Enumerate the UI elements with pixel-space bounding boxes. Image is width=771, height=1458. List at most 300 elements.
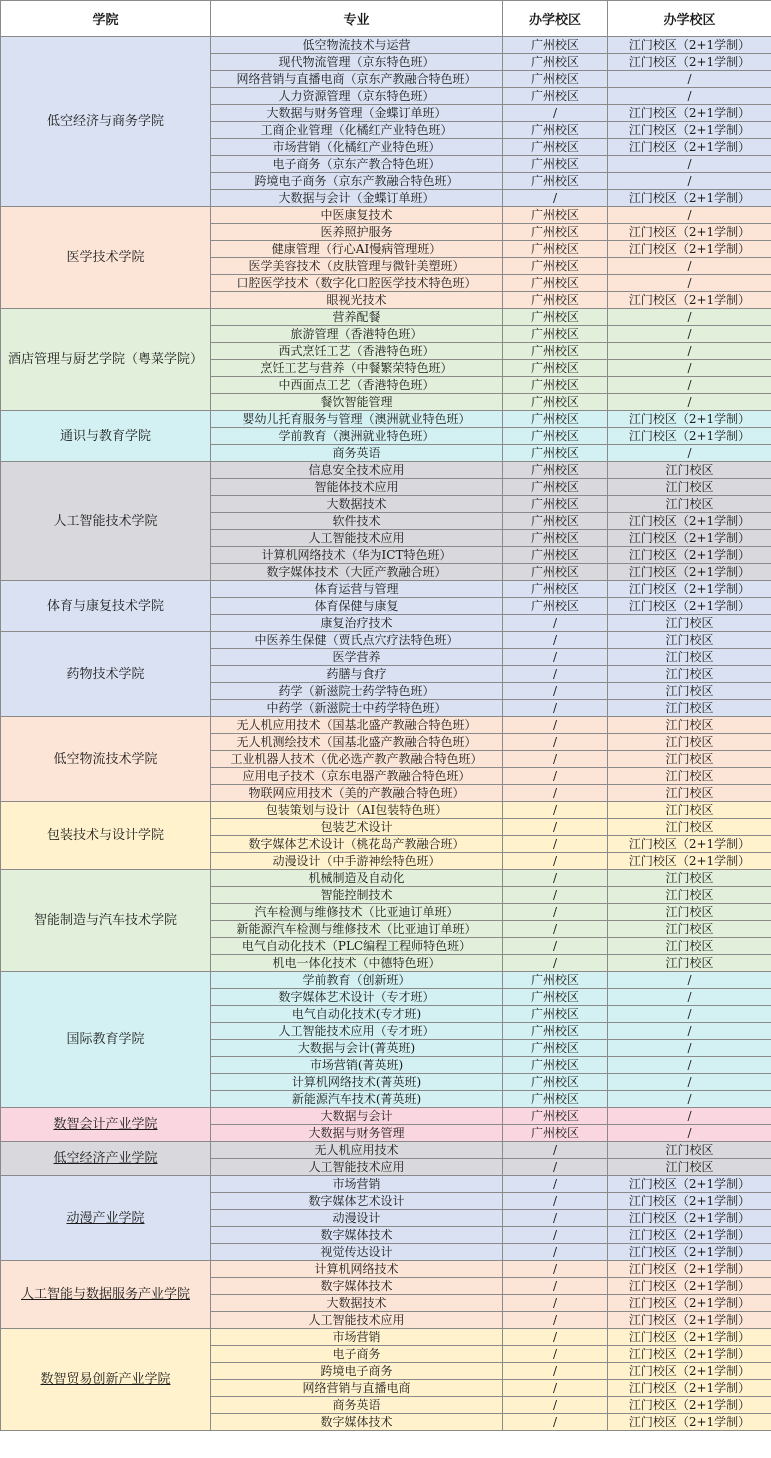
campus-2-cell: 江门校区（2+1学制）: [608, 1397, 771, 1414]
college-cell: [1, 411, 211, 462]
college-name: 动漫产业学院: [66, 1210, 145, 1226]
major-cell: 数字媒体技术: [211, 1414, 503, 1431]
major-cell: 餐饮智能管理: [211, 394, 503, 411]
campus-2-cell: /: [608, 394, 771, 411]
campus-2-cell: 江门校区（2+1学制）: [608, 1278, 771, 1295]
college-cell: [1, 802, 211, 870]
campus-2-cell: 江门校区（2+1学制）: [608, 428, 771, 445]
major-cell: 商务英语: [211, 1397, 503, 1414]
header-campus-2: 办学校区: [608, 1, 771, 37]
campus-1-cell: 广州校区: [503, 173, 608, 190]
major-cell: 健康管理（行心AI慢病管理班）: [211, 241, 503, 258]
campus-1-cell: 广州校区: [503, 1074, 608, 1091]
college-name: 低空经济与商务学院: [46, 114, 164, 129]
campus-2-cell: /: [608, 1023, 771, 1040]
campus-2-cell: 江门校区: [608, 666, 771, 683]
header-row: [1, 1, 771, 37]
campus-2-cell: 江门校区（2+1学制）: [608, 139, 771, 156]
campus-2-cell: 江门校区（2+1学制）: [608, 853, 771, 870]
college-name: 药物技术学院: [66, 666, 145, 682]
campus-1-cell: 广州校区: [503, 513, 608, 530]
table-row: [1, 717, 771, 734]
campus-2-cell: /: [608, 1074, 771, 1091]
campus-2-cell: 江门校区: [608, 1159, 771, 1176]
campus-1-cell: 广州校区: [503, 428, 608, 445]
campus-1-cell: 广州校区: [503, 309, 608, 326]
campus-1-cell: 广州校区: [503, 258, 608, 275]
campus-1-cell: 广州校区: [503, 989, 608, 1006]
major-cell: 医学营养: [211, 649, 503, 666]
campus-2-cell: 江门校区: [608, 632, 771, 649]
campus-1-cell: /: [503, 1142, 608, 1159]
campus-2-cell: 江门校区: [608, 904, 771, 921]
campus-2-cell: /: [608, 989, 771, 1006]
major-cell: 人工智能技术应用: [211, 1312, 503, 1329]
major-cell: 工业机器人技术（优必选产教产教融合特色班）: [211, 751, 503, 768]
campus-1-cell: 广州校区: [503, 156, 608, 173]
major-cell: 智能体技术应用: [211, 479, 503, 496]
campus-2-cell: 江门校区（2+1学制）: [608, 190, 771, 207]
major-cell: 药膳与食疗: [211, 666, 503, 683]
table-row: [1, 802, 771, 819]
college-name: 数智贸易创新产业学院: [40, 1372, 171, 1387]
campus-2-cell: 江门校区（2+1学制）: [608, 292, 771, 309]
campus-1-cell: 广州校区: [503, 1023, 608, 1040]
campus-1-cell: 广州校区: [503, 1006, 608, 1023]
campus-2-cell: /: [608, 88, 771, 105]
college-cell: [1, 1142, 211, 1176]
college-name: 通识与教育学院: [59, 428, 151, 444]
major-cell: 营养配餐: [211, 309, 503, 326]
major-cell: 机械制造及自动化: [211, 870, 503, 887]
campus-1-cell: 广州校区: [503, 54, 608, 71]
major-cell: 数字媒体技术: [211, 1278, 503, 1295]
campus-1-cell: /: [503, 190, 608, 207]
major-cell: 应用电子技术（京东电器产教融合特色班）: [211, 768, 503, 785]
campus-2-cell: 江门校区（2+1学制）: [608, 1363, 771, 1380]
college-name: 医学技术学院: [66, 250, 145, 265]
campus-2-cell: 江门校区（2+1学制）: [608, 122, 771, 139]
campus-1-cell: /: [503, 1397, 608, 1414]
college-name: 酒店管理与厨艺学院（粤菜学院）: [7, 352, 203, 367]
campus-1-cell: 广州校区: [503, 241, 608, 258]
college-cell: [1, 581, 211, 632]
college-cell: [1, 37, 211, 207]
major-cell: 网络营销与直播电商: [211, 1380, 503, 1397]
major-cell: 学前教育（创新班）: [211, 972, 503, 989]
campus-1-cell: /: [503, 1176, 608, 1193]
campus-1-cell: /: [503, 1227, 608, 1244]
campus-1-cell: /: [503, 938, 608, 955]
major-cell: 电气自动化技术（PLC编程工程师特色班）: [211, 938, 503, 955]
campus-2-cell: /: [608, 972, 771, 989]
campus-2-cell: /: [608, 1091, 771, 1108]
major-cell: 中医养生保健（贾氏点穴疗法特色班）: [211, 632, 503, 649]
table-row: [1, 972, 771, 989]
major-cell: 眼视光技术: [211, 292, 503, 309]
major-cell: 包装策划与设计（AI包装特色班）: [211, 802, 503, 819]
college-cell: [1, 632, 211, 717]
major-cell: 网络营销与直播电商（京东产教融合特色班）: [211, 71, 503, 88]
college-cell: [1, 462, 211, 581]
college-cell: [1, 972, 211, 1108]
campus-2-cell: /: [608, 207, 771, 224]
major-cell: 体育保健与康复: [211, 598, 503, 615]
campus-2-cell: 江门校区: [608, 921, 771, 938]
campus-2-cell: /: [608, 377, 771, 394]
campus-2-cell: 江门校区（2+1学制）: [608, 581, 771, 598]
campus-2-cell: 江门校区（2+1学制）: [608, 37, 771, 54]
campus-1-cell: /: [503, 836, 608, 853]
campus-1-cell: 广州校区: [503, 1108, 608, 1125]
campus-1-cell: /: [503, 819, 608, 836]
campus-1-cell: 广州校区: [503, 598, 608, 615]
major-cell: 口腔医学技术（数字化口腔医学技术特色班）: [211, 275, 503, 292]
campus-1-cell: /: [503, 105, 608, 122]
campus-1-cell: 广州校区: [503, 547, 608, 564]
major-cell: 人工智能技术应用: [211, 530, 503, 547]
table-row: [1, 462, 771, 479]
table-row: [1, 37, 771, 54]
major-cell: 无人机应用技术: [211, 1142, 503, 1159]
campus-1-cell: /: [503, 955, 608, 972]
campus-1-cell: /: [503, 768, 608, 785]
campus-1-cell: /: [503, 734, 608, 751]
college-name: 包装技术与设计学院: [46, 828, 164, 843]
major-cell: 大数据技术: [211, 1295, 503, 1312]
campus-1-cell: /: [503, 1363, 608, 1380]
major-cell: 工商企业管理（化橘红产业特色班）: [211, 122, 503, 139]
major-cell: 市场营销(菁英班): [211, 1057, 503, 1074]
major-cell: 现代物流管理（京东特色班）: [211, 54, 503, 71]
major-cell: 无人机应用技术（国基北盛产教融合特色班）: [211, 717, 503, 734]
table-row: [1, 1142, 771, 1159]
header-college: 学院: [1, 1, 211, 37]
campus-2-cell: 江门校区（2+1学制）: [608, 224, 771, 241]
campus-2-cell: /: [608, 343, 771, 360]
college-cell: [1, 309, 211, 411]
campus-1-cell: 广州校区: [503, 1125, 608, 1142]
major-cell: 人力资源管理（京东特色班）: [211, 88, 503, 105]
major-cell: 计算机网络技术: [211, 1261, 503, 1278]
major-cell: 大数据与会计(菁英班): [211, 1040, 503, 1057]
campus-2-cell: 江门校区（2+1学制）: [608, 1244, 771, 1261]
major-cell: 市场营销（化橘红产业特色班）: [211, 139, 503, 156]
major-cell: 计算机网络技术(菁英班): [211, 1074, 503, 1091]
major-cell: 计算机网络技术（华为ICT特色班）: [211, 547, 503, 564]
campus-1-cell: /: [503, 615, 608, 632]
campus-1-cell: /: [503, 1193, 608, 1210]
major-cell: 数字媒体艺术设计（专才班）: [211, 989, 503, 1006]
major-cell: 大数据与会计: [211, 1108, 503, 1125]
campus-2-cell: /: [608, 445, 771, 462]
campus-2-cell: 江门校区（2+1学制）: [608, 1329, 771, 1346]
major-cell: 旅游管理（香港特色班）: [211, 326, 503, 343]
major-cell: 包装艺术设计: [211, 819, 503, 836]
major-cell: 无人机测绘技术（国基北盛产教融合特色班）: [211, 734, 503, 751]
campus-2-cell: /: [608, 1040, 771, 1057]
college-name: 人工智能与数据服务产业学院: [20, 1287, 190, 1302]
major-cell: 康复治疗技术: [211, 615, 503, 632]
table-row: [1, 632, 771, 649]
campus-1-cell: /: [503, 1244, 608, 1261]
major-cell: 商务英语: [211, 445, 503, 462]
campus-1-cell: 广州校区: [503, 530, 608, 547]
major-cell: 视觉传达设计: [211, 1244, 503, 1261]
campus-2-cell: 江门校区: [608, 615, 771, 632]
campus-1-cell: /: [503, 683, 608, 700]
campus-2-cell: /: [608, 156, 771, 173]
college-cell: [1, 1329, 211, 1431]
major-cell: 医学美容技术（皮肤管理与微针美塑班）: [211, 258, 503, 275]
major-cell: 跨境电子商务: [211, 1363, 503, 1380]
major-cell: 汽车检测与维修技术（比亚迪订单班）: [211, 904, 503, 921]
major-cell: 医养照护服务: [211, 224, 503, 241]
campus-1-cell: 广州校区: [503, 972, 608, 989]
campus-2-cell: /: [608, 309, 771, 326]
header-major: 专业: [211, 1, 503, 37]
campus-2-cell: 江门校区（2+1学制）: [608, 105, 771, 122]
campus-1-cell: 广州校区: [503, 394, 608, 411]
table-row: [1, 1329, 771, 1346]
campus-2-cell: 江门校区: [608, 462, 771, 479]
campus-2-cell: /: [608, 326, 771, 343]
campus-1-cell: /: [503, 1380, 608, 1397]
major-cell: 数字媒体技术: [211, 1227, 503, 1244]
campus-1-cell: 广州校区: [503, 292, 608, 309]
campus-1-cell: 广州校区: [503, 479, 608, 496]
campus-1-cell: /: [503, 802, 608, 819]
major-cell: 人工智能技术应用（专才班）: [211, 1023, 503, 1040]
campus-2-cell: 江门校区: [608, 479, 771, 496]
campus-1-cell: /: [503, 666, 608, 683]
major-cell: 电子商务: [211, 1346, 503, 1363]
college-name: 低空物流技术学院: [53, 751, 158, 767]
major-cell: 电气自动化技术(专才班): [211, 1006, 503, 1023]
campus-1-cell: 广州校区: [503, 343, 608, 360]
major-cell: 中西面点工艺（香港特色班）: [211, 377, 503, 394]
campus-2-cell: 江门校区: [608, 1142, 771, 1159]
college-cell: [1, 1176, 211, 1261]
header-campus-1: 办学校区: [503, 1, 608, 37]
campus-2-cell: 江门校区（2+1学制）: [608, 1210, 771, 1227]
college-name: 体育与康复技术学院: [46, 598, 164, 614]
campus-2-cell: 江门校区: [608, 768, 771, 785]
campus-2-cell: 江门校区: [608, 938, 771, 955]
table-row: [1, 1176, 771, 1193]
campus-1-cell: 广州校区: [503, 37, 608, 54]
campus-2-cell: 江门校区（2+1学制）: [608, 411, 771, 428]
campus-1-cell: /: [503, 1210, 608, 1227]
major-cell: 体育运营与管理: [211, 581, 503, 598]
campus-1-cell: /: [503, 1329, 608, 1346]
major-cell: 软件技术: [211, 513, 503, 530]
campus-1-cell: /: [503, 1312, 608, 1329]
campus-1-cell: /: [503, 700, 608, 717]
major-cell: 新能源汽车检测与维修技术（比亚迪订单班）: [211, 921, 503, 938]
campus-1-cell: /: [503, 751, 608, 768]
major-cell: 智能控制技术: [211, 887, 503, 904]
table-row: [1, 309, 771, 326]
college-name: 数智会计产业学院: [53, 1117, 158, 1132]
campus-2-cell: 江门校区: [608, 717, 771, 734]
major-cell: 数字媒体技术（大匠产教融合班）: [211, 564, 503, 581]
major-cell: 信息安全技术应用: [211, 462, 503, 479]
campus-2-cell: 江门校区: [608, 751, 771, 768]
table-row: [1, 411, 771, 428]
campus-1-cell: 广州校区: [503, 360, 608, 377]
campus-2-cell: 江门校区: [608, 785, 771, 802]
table-row: [1, 581, 771, 598]
campus-2-cell: 江门校区（2+1学制）: [608, 1227, 771, 1244]
major-cell: 中医康复技术: [211, 207, 503, 224]
campus-2-cell: 江门校区（2+1学制）: [608, 54, 771, 71]
campus-1-cell: 广州校区: [503, 445, 608, 462]
campus-2-cell: 江门校区（2+1学制）: [608, 836, 771, 853]
campus-2-cell: 江门校区（2+1学制）: [608, 564, 771, 581]
major-cell: 动漫设计: [211, 1210, 503, 1227]
college-cell: [1, 870, 211, 972]
major-cell: 西式烹饪工艺（香港特色班）: [211, 343, 503, 360]
table-body: [1, 37, 771, 1431]
campus-1-cell: 广州校区: [503, 139, 608, 156]
major-cell: 电子商务（京东产教合特色班）: [211, 156, 503, 173]
major-cell: 新能源汽车技术(菁英班): [211, 1091, 503, 1108]
campus-2-cell: 江门校区: [608, 887, 771, 904]
campus-2-cell: 江门校区: [608, 802, 771, 819]
major-cell: 大数据技术: [211, 496, 503, 513]
campus-1-cell: 广州校区: [503, 1040, 608, 1057]
campus-2-cell: /: [608, 1057, 771, 1074]
major-cell: 大数据与财务管理: [211, 1125, 503, 1142]
major-cell: 人工智能技术应用: [211, 1159, 503, 1176]
campus-1-cell: 广州校区: [503, 377, 608, 394]
campus-2-cell: /: [608, 275, 771, 292]
campus-2-cell: 江门校区（2+1学制）: [608, 598, 771, 615]
college-name: 人工智能技术学院: [53, 513, 158, 529]
campus-1-cell: 广州校区: [503, 122, 608, 139]
major-cell: 动漫设计（中手游神绘特色班）: [211, 853, 503, 870]
campus-1-cell: 广州校区: [503, 326, 608, 343]
campus-2-cell: /: [608, 258, 771, 275]
campus-2-cell: /: [608, 173, 771, 190]
campus-2-cell: 江门校区（2+1学制）: [608, 1346, 771, 1363]
college-cell: [1, 717, 211, 802]
campus-1-cell: /: [503, 904, 608, 921]
campus-1-cell: 广州校区: [503, 462, 608, 479]
campus-2-cell: 江门校区（2+1学制）: [608, 1380, 771, 1397]
table-row: [1, 207, 771, 224]
campus-2-cell: 江门校区（2+1学制）: [608, 1312, 771, 1329]
campus-2-cell: /: [608, 360, 771, 377]
campus-1-cell: 广州校区: [503, 88, 608, 105]
campus-1-cell: /: [503, 853, 608, 870]
campus-1-cell: /: [503, 1278, 608, 1295]
campus-2-cell: 江门校区（2+1学制）: [608, 1193, 771, 1210]
campus-1-cell: 广州校区: [503, 1057, 608, 1074]
campus-2-cell: 江门校区（2+1学制）: [608, 547, 771, 564]
college-name: 低空经济产业学院: [53, 1151, 158, 1166]
campus-2-cell: 江门校区（2+1学制）: [608, 1176, 771, 1193]
campus-1-cell: /: [503, 1159, 608, 1176]
major-cell: 数字媒体艺术设计: [211, 1193, 503, 1210]
campus-1-cell: /: [503, 921, 608, 938]
campus-2-cell: 江门校区: [608, 496, 771, 513]
campus-2-cell: 江门校区: [608, 819, 771, 836]
major-cell: 市场营销: [211, 1176, 503, 1193]
campus-2-cell: 江门校区: [608, 734, 771, 751]
campus-2-cell: 江门校区（2+1学制）: [608, 1295, 771, 1312]
campus-1-cell: /: [503, 870, 608, 887]
major-cell: 物联网应用技术（美的产教融合特色班）: [211, 785, 503, 802]
college-name: 国际教育学院: [66, 1032, 145, 1047]
college-name: 智能制造与汽车技术学院: [33, 913, 177, 928]
campus-1-cell: /: [503, 649, 608, 666]
campus-2-cell: 江门校区（2+1学制）: [608, 1261, 771, 1278]
campus-2-cell: 江门校区: [608, 700, 771, 717]
campus-2-cell: 江门校区: [608, 870, 771, 887]
campus-2-cell: 江门校区: [608, 649, 771, 666]
campus-2-cell: 江门校区（2+1学制）: [608, 530, 771, 547]
campus-1-cell: 广州校区: [503, 581, 608, 598]
campus-1-cell: 广州校区: [503, 207, 608, 224]
college-cell: [1, 1261, 211, 1329]
campus-1-cell: 广州校区: [503, 71, 608, 88]
campus-1-cell: /: [503, 1414, 608, 1431]
table-row: [1, 870, 771, 887]
campus-1-cell: /: [503, 785, 608, 802]
major-cell: 数字媒体艺术设计（桃花岛产教融合班）: [211, 836, 503, 853]
campus-2-cell: 江门校区（2+1学制）: [608, 513, 771, 530]
major-cell: 烹饪工艺与营养（中餐繁荣特色班）: [211, 360, 503, 377]
major-cell: 机电一体化技术（中德特色班）: [211, 955, 503, 972]
campus-2-cell: 江门校区: [608, 683, 771, 700]
campus-1-cell: 广州校区: [503, 411, 608, 428]
campus-1-cell: 广州校区: [503, 1091, 608, 1108]
major-cell: 学前教育（澳洲就业特色班）: [211, 428, 503, 445]
college-cell: [1, 1108, 211, 1142]
major-cell: 婴幼儿托育服务与管理（澳洲就业特色班）: [211, 411, 503, 428]
table-row: [1, 1108, 771, 1125]
campus-1-cell: 广州校区: [503, 224, 608, 241]
major-cell: 中药学（新滋院士中药学特色班）: [211, 700, 503, 717]
campus-2-cell: /: [608, 1108, 771, 1125]
table-row: [1, 1261, 771, 1278]
campus-1-cell: /: [503, 887, 608, 904]
campus-1-cell: 广州校区: [503, 275, 608, 292]
campus-2-cell: 江门校区: [608, 955, 771, 972]
campus-1-cell: /: [503, 632, 608, 649]
campus-1-cell: 广州校区: [503, 564, 608, 581]
college-cell: [1, 207, 211, 309]
campus-1-cell: /: [503, 717, 608, 734]
campus-2-cell: 江门校区（2+1学制）: [608, 241, 771, 258]
major-cell: 市场营销: [211, 1329, 503, 1346]
campus-2-cell: /: [608, 1006, 771, 1023]
campus-1-cell: /: [503, 1261, 608, 1278]
major-cell: 大数据与财务管理（金蝶订单班）: [211, 105, 503, 122]
major-cell: 跨境电子商务（京东产教融合特色班）: [211, 173, 503, 190]
campus-2-cell: /: [608, 1125, 771, 1142]
campus-1-cell: 广州校区: [503, 496, 608, 513]
campus-2-cell: /: [608, 71, 771, 88]
major-cell: 药学（新滋院士药学特色班）: [211, 683, 503, 700]
major-cell: 低空物流技术与运营: [211, 37, 503, 54]
campus-2-cell: 江门校区（2+1学制）: [608, 1414, 771, 1431]
campus-1-cell: /: [503, 1346, 608, 1363]
major-cell: 大数据与会计（金蝶订单班）: [211, 190, 503, 207]
campus-1-cell: /: [503, 1295, 608, 1312]
